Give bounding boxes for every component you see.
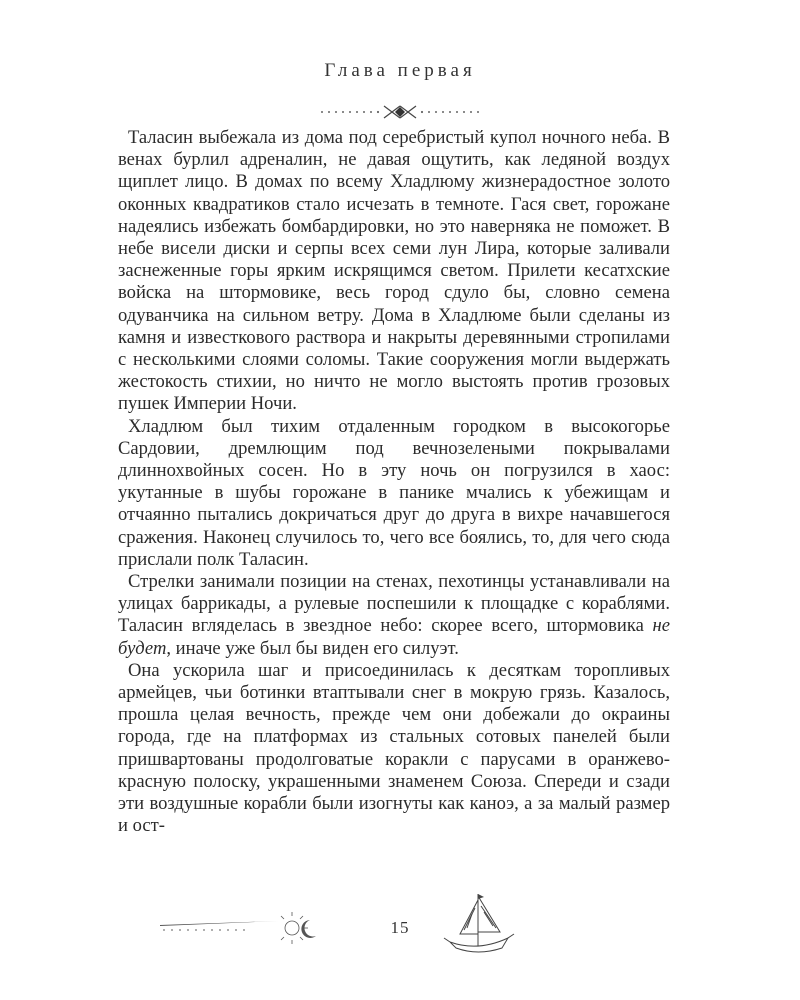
chapter-body <box>118 127 670 838</box>
page-number: 15 <box>390 918 410 937</box>
paragraph-3 <box>118 571 670 660</box>
divider-ornament-icon <box>318 100 482 124</box>
paragraph-1: Таласин выбежала из дома под серебристый купол ночного неба. В венах бурлил адреналин, не давая ощутить, как ледяной воздух щиплет лицо. В домах по всему Хладлюму жизнерадостное золото оконных квадратиков стало исчезать в темноте. Гася свет, горожане надеялись избежать бомбардировки, но это наверняка не поможет. В небе висели диски и серпы всех семи лун Лира, которые заливали заснеженные горы ярким искрящимся светом. Прилети кесатхские войска на штормовике, весь город сдуло бы, словно семена одуванчика на сильном ветру. Дома в Хладлюме были сделаны из камня и известкового раствора и накрыты деревянными стропилами с несколькими слоями соломы. Такие сооружения могли выдержать жестокость стихии, но ничто не могло выстоять против грозовых пушек Империи Ночи. <box>118 127 670 415</box>
paragraph-2: Хладлюм был тихим отдаленным городком в высокогорье Сардовии, дремлющим под вечнозелеными покрывалами длиннохвойных сосен. Но в эту ночь он погрузился в хаос: укутанные в шубы горожане в панике мчались к убежищам и отчаянно пытались докричаться друг до друга в вихре начавшегося сражения. Наконец случилось то, чего все боялись, то, для чего сюда прислали полк Таласин. <box>118 415 670 570</box>
sun-moon-ornament-icon <box>158 908 328 948</box>
paragraph-3-text-start: Стрелки занимали позиции на стенах, пехотинцы устанавливали на улицах баррикады, а рулевые поспешили к площадке с кораблями. Таласин вгляделась в звездное небо: скорее всего, штормовика <box>118 571 670 637</box>
chapter-title: Глава первая <box>324 60 476 81</box>
paragraph-3-italic: не будет <box>118 615 670 659</box>
paragraph-3-text-end: , иначе уже был бы виден его силуэт. <box>166 637 459 659</box>
sailboat-icon <box>440 886 520 966</box>
paragraph-4: Она ускорила шаг и присоединилась к десяткам торопливых армейцев, чьи ботинки втаптывали снег в мокрую грязь. Казалось, прошла целая вечность, прежде чем они добежали до окраины города, где на платформах из стальных сотовых панелей были пришвартованы продолговатые коракли с парусами в оранжево-красную полоску, украшенными знаменем Союза. Спереди и сзади эти воздушные корабли были изогнуты как каноэ, а за малый размер и ост- <box>118 659 670 837</box>
